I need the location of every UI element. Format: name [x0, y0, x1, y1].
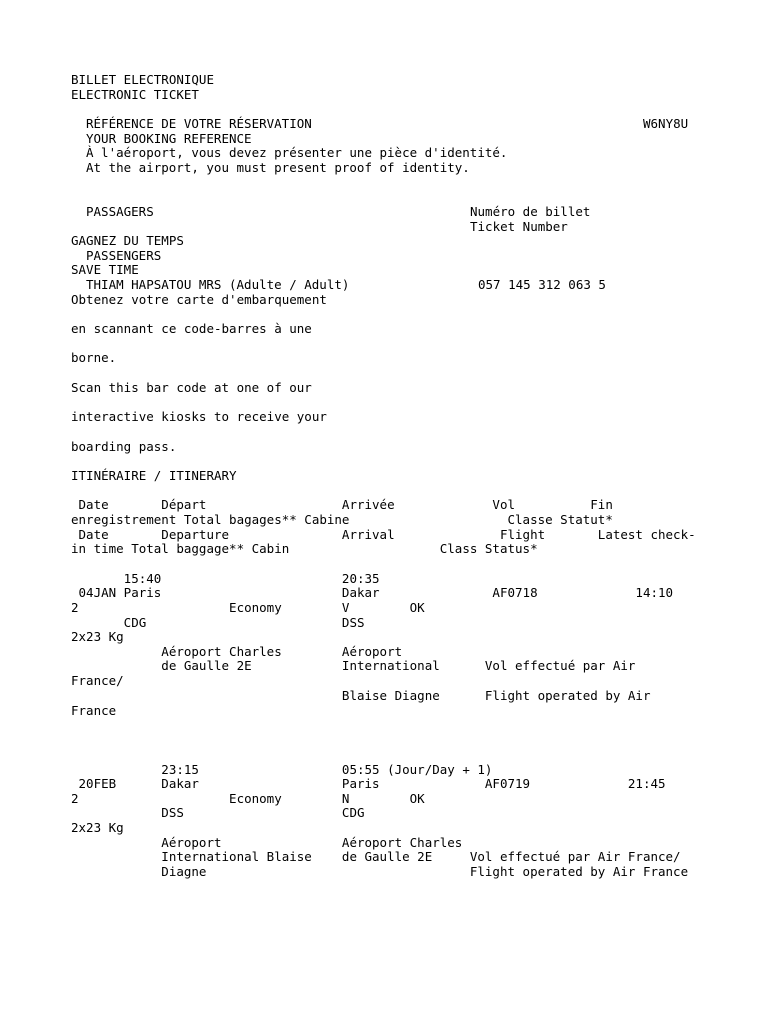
flight-1-line-2: 04JAN Paris Dakar AF0718 14:10 [71, 585, 674, 600]
save-time-line-4: Scan this bar code at one of our [71, 380, 312, 395]
save-time-heading-fr: GAGNEZ DU TEMPS [71, 233, 184, 248]
itinerary-header-fr-1: Date Départ Arrivée Vol Fin [71, 497, 613, 512]
passengers-label-fr: PASSAGERS [86, 204, 154, 219]
id-notice-fr: À l'aéroport, vous devez présenter une pièce d'identité. [86, 145, 508, 160]
flight-1-line-9: Blaise Diagne Flight operated by Air [71, 688, 651, 703]
flight-2-line-8: Diagne Flight operated by Air France [71, 864, 689, 879]
booking-ref-label-fr: RÉFÉRENCE DE VOTRE RÉSERVATION [86, 116, 312, 131]
flight-1-line-7: de Gaulle 2E International Vol effectué par Air [71, 658, 636, 673]
itinerary-header-fr-2: enregistrement Total bagages** Cabine Classe Statut* [71, 512, 613, 527]
save-time-line-5: interactive kiosks to receive your [71, 409, 327, 424]
passengers-label-en: PASSENGERS [86, 248, 162, 263]
ticket-number-label-en: Ticket Number [470, 219, 568, 234]
ticket-number-label-fr: Numéro de billet [470, 204, 591, 219]
flight-2-line-1: 23:15 05:55 (Jour/Day + 1) [71, 762, 493, 777]
itinerary-header-en-2: in time Total baggage** Cabin Class Status* [71, 541, 538, 556]
flight-2-line-7: International Blaise de Gaulle 2E Vol effectué par Air France/ [71, 849, 681, 864]
title-en: ELECTRONIC TICKET [71, 87, 199, 102]
flight-1-line-4: CDG DSS [71, 615, 365, 630]
save-time-line-2: en scannant ce code-barres à une [71, 321, 312, 336]
save-time-line-3: borne. [71, 350, 117, 365]
flight-1-line-3: 2 Economy V OK [71, 600, 425, 615]
flight-2-line-2: 20FEB Dakar Paris AF0719 21:45 [71, 776, 666, 791]
flight-2-line-4: DSS CDG [71, 805, 365, 820]
itinerary-heading: ITINÉRAIRE / ITINERARY [71, 468, 237, 483]
flight-2-line-3: 2 Economy N OK [71, 791, 425, 806]
itinerary-header-en-1: Date Departure Arrival Flight Latest check- [71, 527, 696, 542]
booking-ref-label-en: YOUR BOOKING REFERENCE [86, 131, 252, 146]
flight-1-line-6: Aéroport Charles Aéroport [71, 644, 403, 659]
flight-2-line-5: 2x23 Kg [71, 820, 124, 835]
flight-1-line-8: France/ [71, 673, 124, 688]
save-time-line-6: boarding pass. [71, 439, 177, 454]
id-notice-en: At the airport, you must present proof of identity. [86, 160, 470, 175]
passenger-name: THIAM HAPSATOU MRS (Adulte / Adult) [86, 277, 350, 292]
save-time-line-1: Obtenez votre carte d'embarquement [71, 292, 327, 307]
flight-1-line-10: France [71, 703, 117, 718]
title-fr: BILLET ELECTRONIQUE [71, 72, 214, 87]
flight-2-line-6: Aéroport Aéroport Charles [71, 835, 463, 850]
booking-ref-value: W6NY8U [643, 116, 689, 131]
flight-1-line-5: 2x23 Kg [71, 629, 124, 644]
save-time-heading-en: SAVE TIME [71, 262, 139, 277]
ticket-number: 057 145 312 063 5 [478, 277, 606, 292]
flight-1-line-1: 15:40 20:35 [71, 571, 380, 586]
